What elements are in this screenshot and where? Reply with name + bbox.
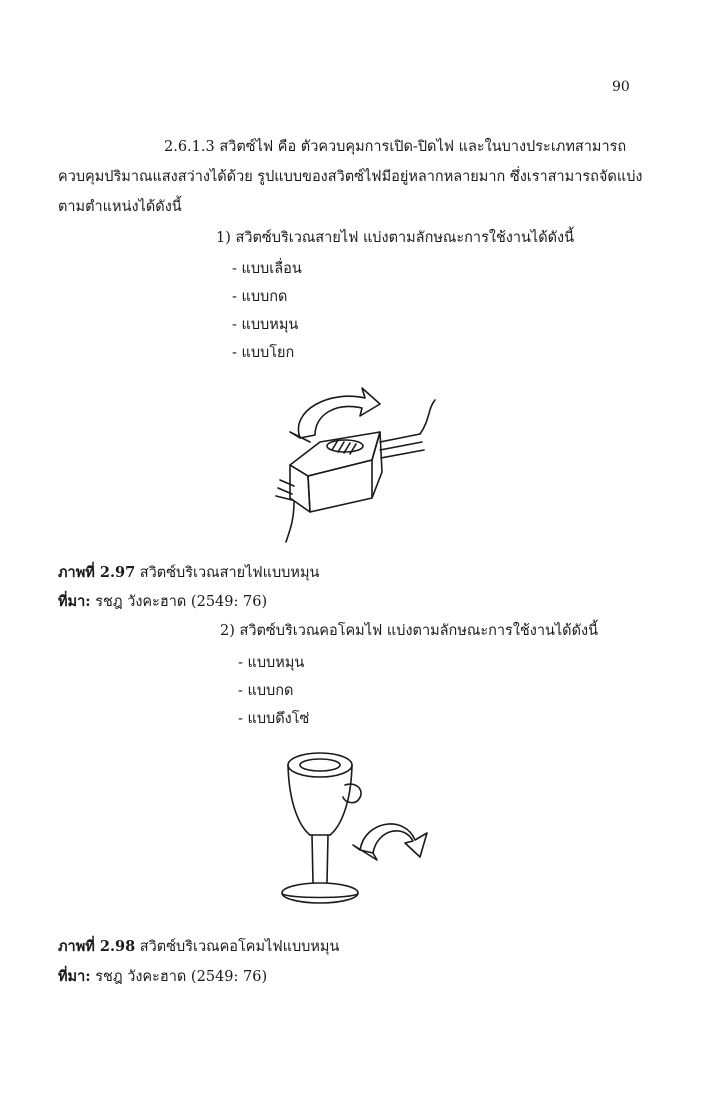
page-number: 90: [612, 79, 630, 95]
paragraph-line-2: ควบคุมปริมาณแสงสว่างได้ด้วย รูปแบบของสวิตซ์ไฟมีอยู่หลากหลายมาก ซึ่งเราสามารถจัดแบ่ง: [58, 169, 643, 185]
source-text: รชฎ วังคะฮาด (2549: 76): [90, 969, 268, 985]
section-2-heading: 2) สวิตซ์บริเวณคอโคมไฟ แบ่งตามลักษณะการใช้งานได้ดังนี้: [220, 623, 598, 639]
source-label: ที่มา:: [58, 968, 91, 985]
lamp-neck-switch-illustration: [265, 735, 445, 910]
list-item: - แบบโยก: [232, 345, 295, 361]
source-label: ที่มา:: [58, 593, 91, 610]
list-item: - แบบหมุน: [232, 317, 299, 333]
list-item: - แบบกด: [238, 683, 294, 699]
caption-text: สวิตซ์บริเวณคอโคมไฟแบบหมุน: [135, 939, 340, 955]
figure-2-97-source: [58, 595, 267, 610]
section-1-heading: 1) สวิตซ์บริเวณสายไฟ แบ่งตามลักษณะการใช้งานได้ดังนี้: [216, 230, 575, 246]
figure-2-97-caption: [58, 566, 319, 581]
caption-label: ภาพที่ 2.98: [58, 938, 136, 955]
caption-label: ภาพที่ 2.97: [58, 564, 136, 581]
figure-2-98-caption: [58, 940, 339, 955]
list-item: - แบบดึงโซ่: [238, 711, 310, 727]
source-text: รชฎ วังคะฮาด (2549: 76): [90, 594, 268, 610]
list-item: - แบบหมุน: [238, 655, 305, 671]
list-item: - แบบกด: [232, 289, 288, 305]
list-item: - แบบเลื่อน: [232, 261, 302, 277]
cord-switch-illustration: [260, 380, 450, 550]
caption-text: สวิตซ์บริเวณสายไฟแบบหมุน: [135, 565, 320, 581]
paragraph-line-1: 2.6.1.3 สวิตซ์ไฟ คือ ตัวควบคุมการเปิด-ปิดไฟ และในบางประเภทสามารถ: [164, 139, 627, 155]
paragraph-line-3: ตามตำแหน่งได้ดังนี้: [58, 199, 182, 215]
figure-2-98-source: [58, 970, 267, 985]
